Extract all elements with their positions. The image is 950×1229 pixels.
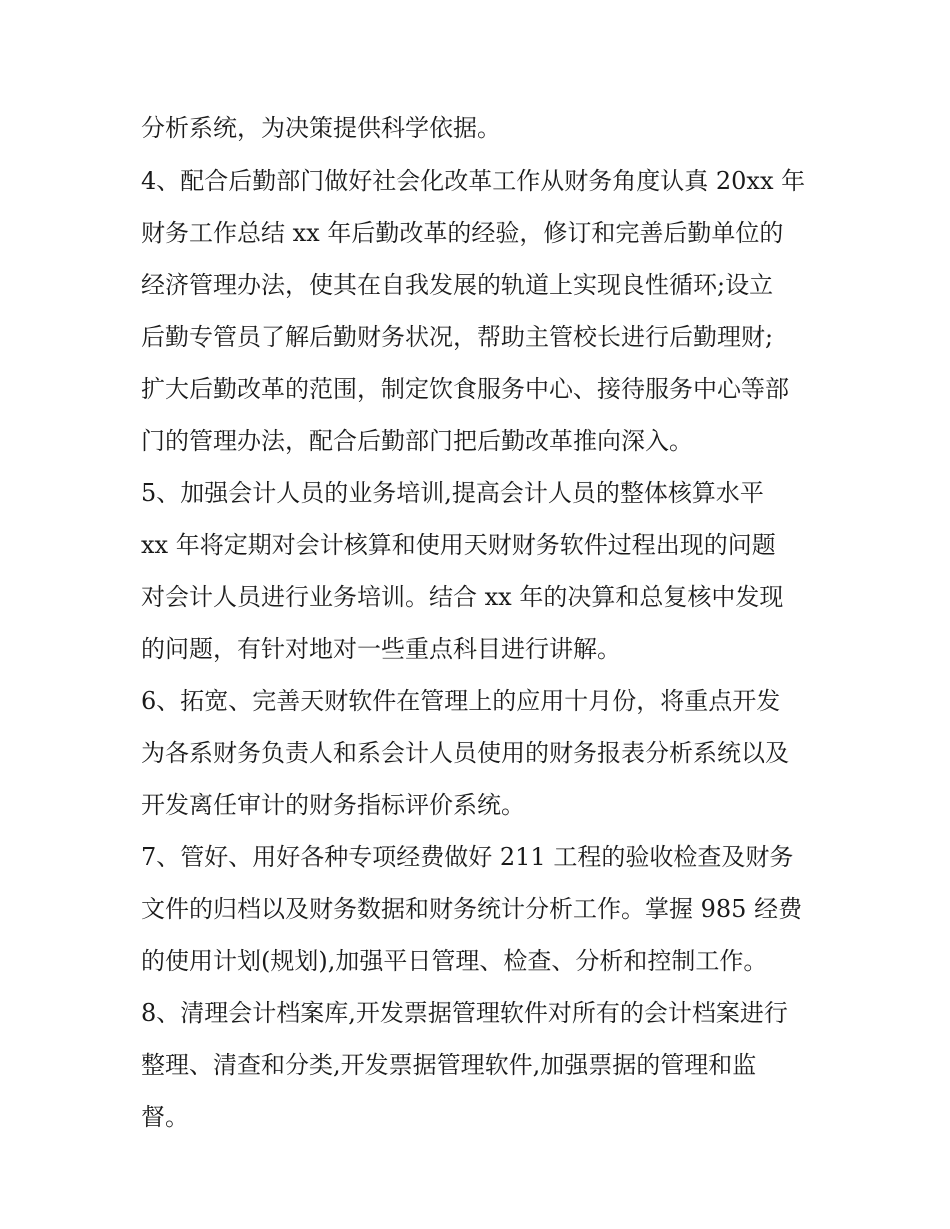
- text-line: 7、管好、用好各种专项经费做好 211 工程的验收检查及财务: [141, 843, 794, 871]
- text-line: 6、拓宽、完善天财软件在管理上的应用十月份，将重点开发: [141, 687, 781, 715]
- text-line: 开发离任审计的财务指标评价系统。: [141, 791, 525, 819]
- text-line: 4、配合后勤部门做好社会化改革工作从财务角度认真 20xx 年: [141, 167, 806, 195]
- text-line: 的问题，有针对地对一些重点科目进行讲解。: [141, 635, 621, 663]
- text-line: 扩大后勤改革的范围，制定饮食服务中心、接待服务中心等部: [141, 375, 789, 403]
- text-line: 对会计人员进行业务培训。结合 xx 年的决算和总复核中发现: [141, 583, 784, 611]
- text-line: 财务工作总结 xx 年后勤改革的经验，修订和完善后勤单位的: [141, 219, 784, 247]
- text-line: 文件的归档以及财务数据和财务统计分析工作。掌握 985 经费: [141, 895, 803, 923]
- text-line: 的使用计划(规划),加强平日管理、检查、分析和控制工作。: [141, 947, 768, 975]
- text-line: 后勤专管员了解后勤财务状况，帮助主管校长进行后勤理财;: [141, 323, 774, 351]
- text-line: 整理、清查和分类,开发票据管理软件,加强票据的管理和监: [141, 1051, 757, 1079]
- text-line: 经济管理办法，使其在自我发展的轨道上实现良性循环;设立: [141, 271, 774, 299]
- text-line: 8、清理会计档案库,开发票据管理软件对所有的会计档案进行: [141, 999, 788, 1027]
- text-line: 为各系财务负责人和系会计人员使用的财务报表分析系统以及: [141, 739, 789, 767]
- text-line: xx 年将定期对会计核算和使用天财财务软件过程出现的问题: [141, 531, 776, 559]
- text-line: 门的管理办法，配合后勤部门把后勤改革推向深入。: [141, 427, 693, 455]
- text-line: 5、加强会计人员的业务培训,提高会计人员的整体核算水平: [141, 479, 764, 507]
- text-line: 督。: [141, 1103, 189, 1131]
- text-line: 分析系统，为决策提供科学依据。: [141, 114, 501, 142]
